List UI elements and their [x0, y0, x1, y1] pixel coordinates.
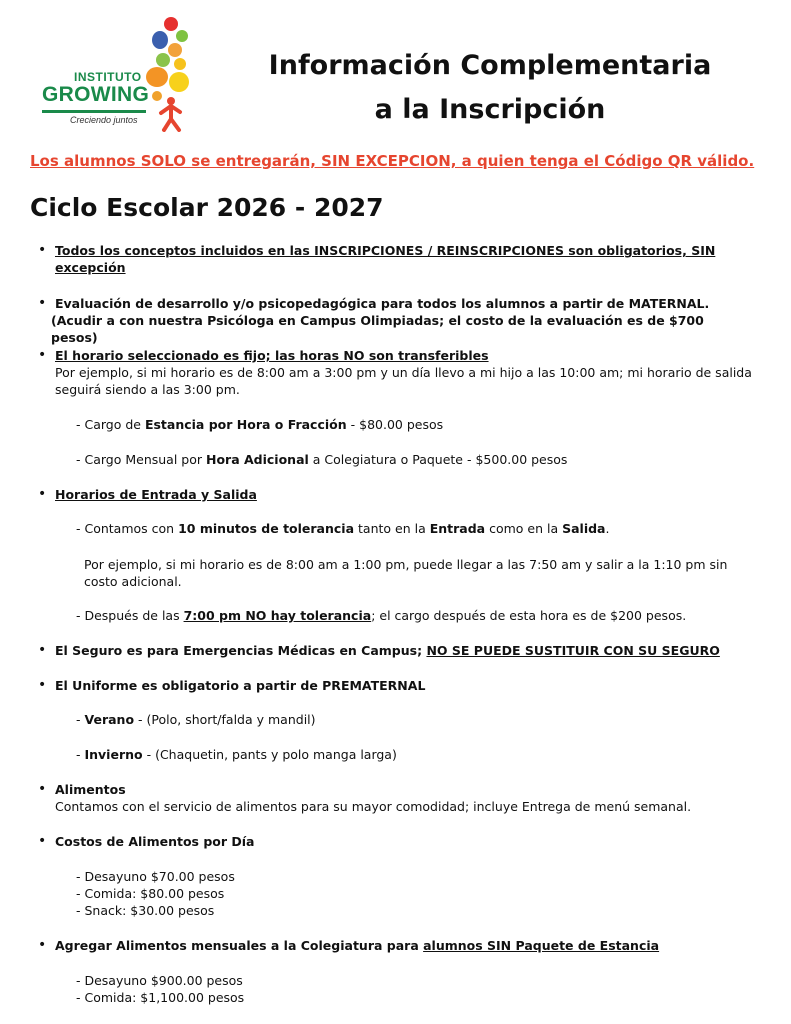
- item-text: - Comida: $1,100.00 pesos: [76, 990, 245, 1005]
- logo-tagline: Creciendo juntos: [70, 115, 138, 125]
- item-text: Agregar Alimentos mensuales a la Colegiatura para: [55, 938, 424, 953]
- item-title: El Uniforme es obligatorio a partir de PREMATERNAL: [55, 678, 426, 693]
- item-text: - Desayuno $70.00 pesos: [76, 869, 235, 884]
- item-text: NO SE PUEDE SUSTITUIR CON SU SEGURO: [426, 643, 720, 658]
- bullet-icon: •: [38, 295, 47, 311]
- item-text: Evaluación de desarrollo y/o psicopedagógica para todos los alumnos a partir de MATERNAL.: [55, 296, 710, 311]
- page-title-line2: a la Inscripción: [374, 94, 606, 125]
- instituto-growing-logo: [40, 14, 200, 132]
- late-charge-line: - Después de las 7:00 pm NO hay tolerancia; el cargo después de esta hora es de $200 pesos.: [76, 608, 687, 623]
- bullet-icon: •: [38, 937, 47, 953]
- bullet-icon: •: [38, 642, 47, 658]
- item-text: Todos los conceptos incluidos en las INSCRIPCIONES / REINSCRIPCIONES son obligatorios, SIN: [55, 243, 716, 258]
- logo-text-instituto: INSTITUTO: [74, 70, 142, 84]
- item-text: El Seguro es para Emergencias Médicas en Campus;: [55, 643, 427, 658]
- item-text: alumnos SIN Paquete de Estancia: [423, 938, 660, 953]
- qr-warning-notice: Los alumnos SOLO se entregarán, SIN EXCEPCION, a quien tenga el Código QR válido.: [30, 152, 755, 170]
- bullet-icon: •: [38, 833, 47, 849]
- bullet-icon: •: [38, 677, 47, 693]
- item-text: excepción: [55, 260, 126, 275]
- item-text: Por ejemplo, si mi horario es de 8:00 am a 3:00 pm y un día llevo a mi hijo a las 10:00 am; mi horario de salida: [55, 365, 752, 380]
- item-text: - Desayuno $900.00 pesos: [76, 973, 243, 988]
- bullet-icon: •: [38, 781, 47, 797]
- item-title: El horario seleccionado es fijo; las horas NO son transferibles: [55, 348, 489, 363]
- summer-uniform-line: - Verano - (Polo, short/falda y mandil): [76, 712, 316, 727]
- page-title-line1: Información Complementaria: [268, 50, 712, 81]
- item-text: - Comida: $80.00 pesos: [76, 886, 225, 901]
- item-title: Alimentos: [55, 782, 126, 797]
- bullet-icon: •: [38, 242, 47, 258]
- stay-charge-line: - Cargo de Estancia por Hora o Fracción - $80.00 pesos: [76, 417, 444, 432]
- winter-uniform-line: - Invierno - (Chaquetin, pants y polo manga larga): [76, 747, 397, 762]
- item-text: (Acudir a con nuestra Psicóloga en Campus Olimpiadas; el costo de la evaluación es de $700 pesos): [51, 313, 704, 345]
- item-text: costo adicional.: [84, 574, 182, 589]
- school-cycle-heading: Ciclo Escolar 2026 - 2027: [30, 193, 384, 222]
- item-title: Costos de Alimentos por Día: [55, 834, 255, 849]
- item-text: - Snack: $30.00 pesos: [76, 903, 215, 918]
- logo-text-growing: GROWING: [42, 83, 150, 106]
- item-text: Contamos con el servicio de alimentos para su mayor comodidad; incluye Entrega de menú semanal.: [55, 799, 692, 814]
- tolerance-line: - Contamos con 10 minutos de tolerancia tanto en la Entrada como en la Salida.: [76, 521, 610, 536]
- bullet-icon: •: [38, 486, 47, 502]
- item-text: Por ejemplo, si mi horario es de 8:00 am a 1:00 pm, puede llegar a las 7:50 am y salir a la 1:10 pm sin: [84, 557, 728, 572]
- logo-underline: [42, 110, 146, 113]
- item-title: Horarios de Entrada y Salida: [55, 487, 257, 502]
- item-text: seguirá siendo a las 3:00 pm.: [55, 382, 240, 397]
- additional-hour-charge-line: - Cargo Mensual por Hora Adicional a Colegiatura o Paquete - $500.00 pesos: [76, 452, 568, 467]
- bullet-icon: •: [38, 347, 47, 363]
